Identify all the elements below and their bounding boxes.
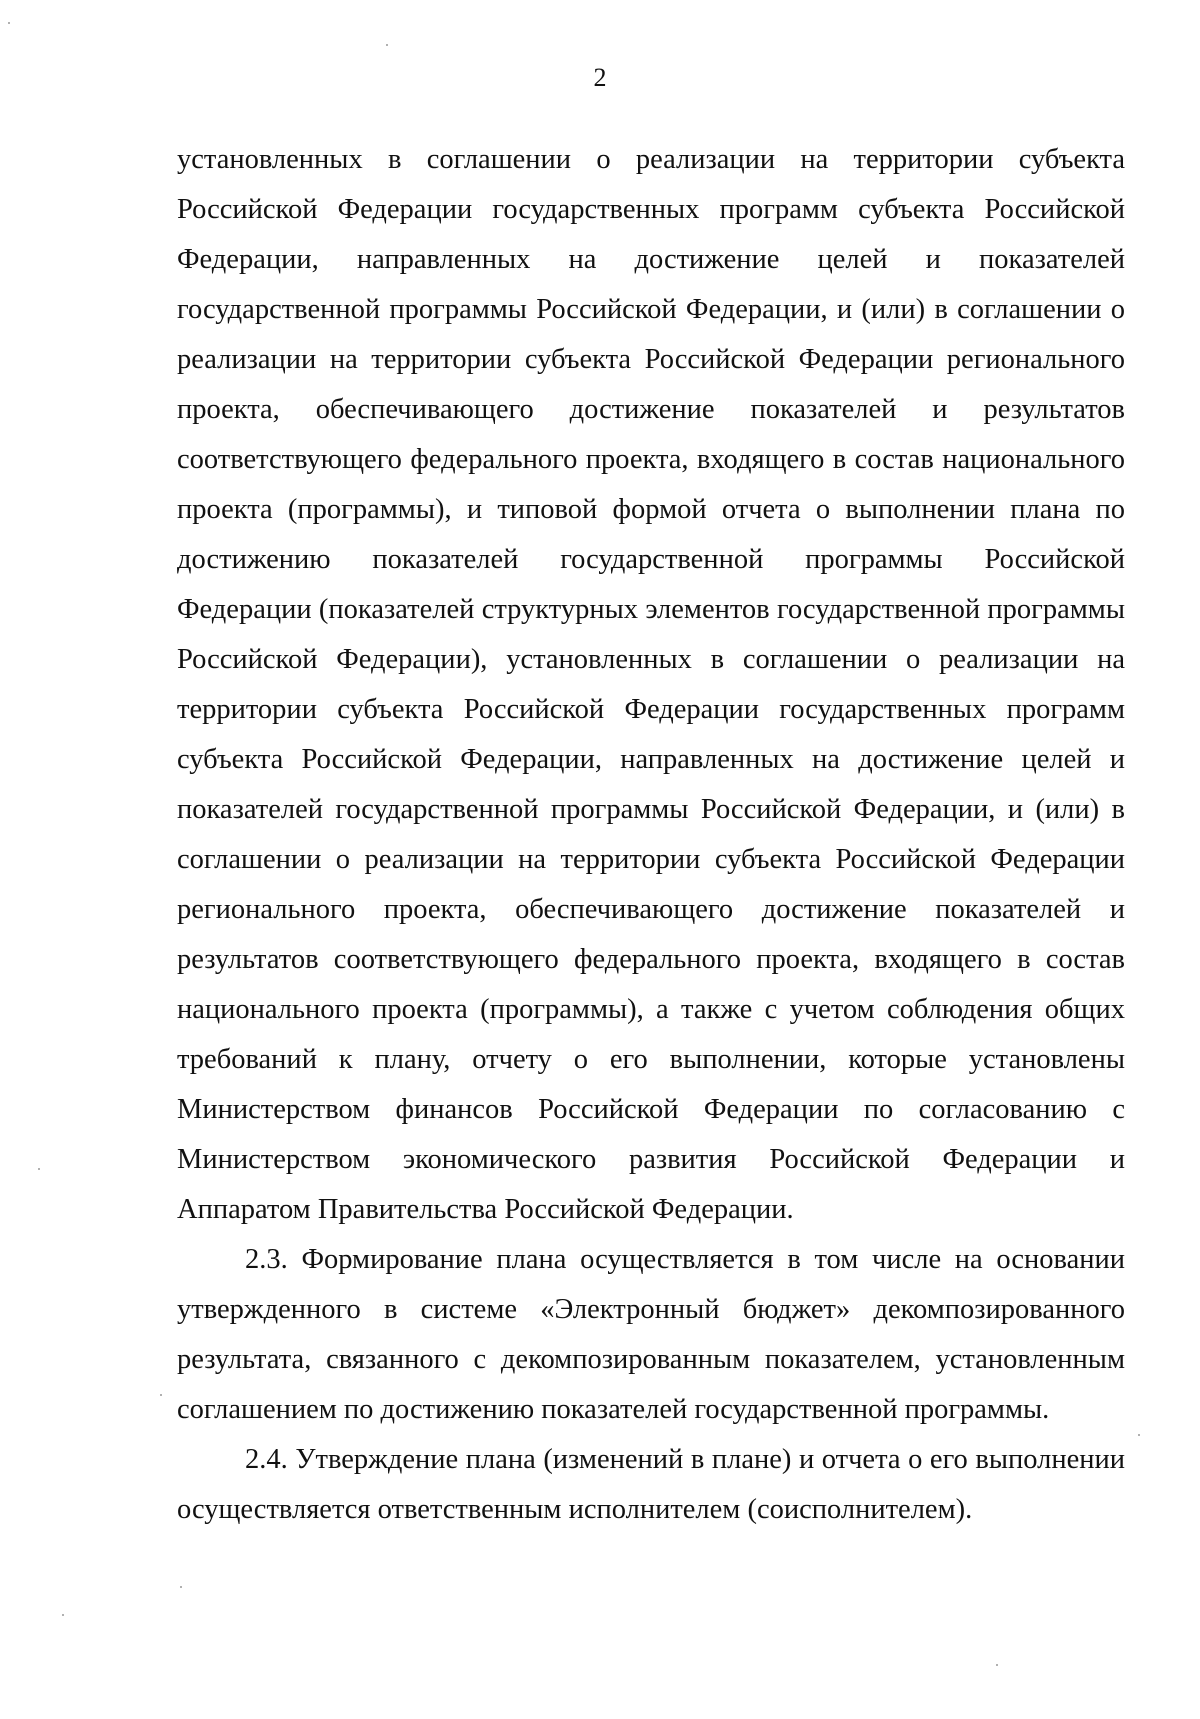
scan-speck bbox=[386, 44, 388, 46]
scan-speck bbox=[996, 1664, 998, 1666]
scan-speck bbox=[1138, 1434, 1140, 1436]
scan-speck bbox=[8, 22, 10, 24]
paragraph-continuation: установленных в соглашении о реализации на территории субъекта Российской Федерации государственных программ субъекта Российской Федерации, направленных на достижение целей и показателей государственной программы Российской Федерации, и (или) в соглашении о реализации на территории субъекта Российской Федерации регионального проекта, обеспечивающего достижение показателей и результатов соответствующего федерального проекта, входящего в состав национального проекта (программы), и типовой формой отчета о выполнении плана по достижению показателей государственной программы Российской Федерации (показателей структурных элементов государственной программы Российской Федерации), установленных в соглашении о реализации на территории субъекта Российской Федерации государственных программ субъекта Российской Федерации, направленных на достижение целей и показателей государственной программы Российской Федерации, и (или) в соглашении о реализации на территории субъекта Российской Федерации регионального проекта, обеспечивающего достижение показателей и результатов соответствующего федерального проекта, входящего в состав национального проекта (программы), а также с учетом соблюдения общих требований к плану, отчету о его выполнении, которые установлены Министерством финансов Российской Федерации по согласованию с Министерством экономического развития Российской Федерации и Аппаратом Правительства Российской Федерации. bbox=[177, 144, 1125, 1225]
scan-speck bbox=[38, 1168, 40, 1170]
paragraph-2-4: 2.4. Утверждение плана (изменений в плане) и отчета о его выполнении осуществляется ответственным исполнителем (соисполнителем). bbox=[177, 1444, 1125, 1525]
scan-speck bbox=[180, 1586, 182, 1588]
page-number: 2 bbox=[593, 63, 607, 92]
scan-speck bbox=[160, 1394, 162, 1396]
paragraph-2-3: 2.3. Формирование плана осуществляется в том числе на основании утвержденного в системе «Электронный бюджет» декомпозированного результата, связанного с декомпозированным показателем, установленным соглашением по достижению показателей государственной программы. bbox=[177, 1244, 1125, 1425]
document-body bbox=[177, 135, 1125, 1535]
scan-speck bbox=[62, 1614, 64, 1616]
